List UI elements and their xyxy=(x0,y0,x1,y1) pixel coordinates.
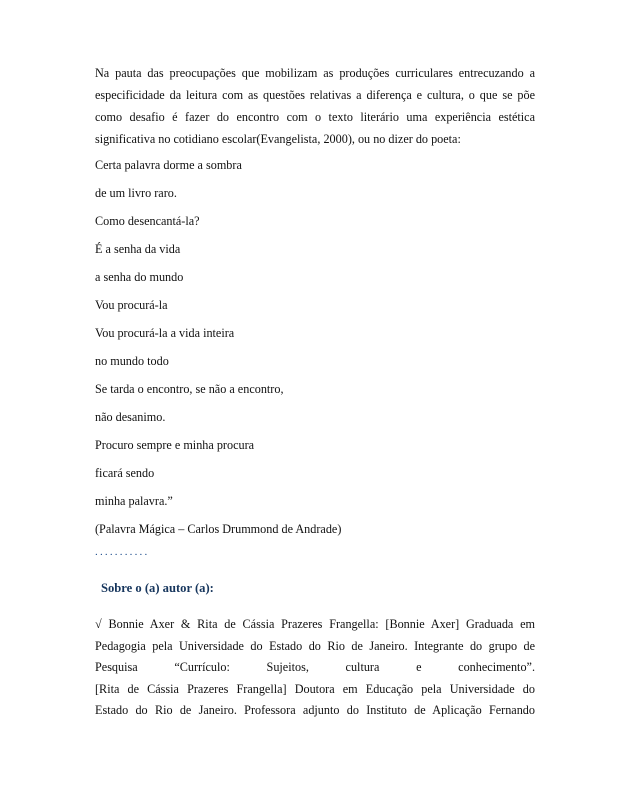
author-bio-line: √ Bonnie Axer & Rita de Cássia Prazeres Frangella: [Bonnie Axer] Graduada em xyxy=(95,617,535,631)
poem-line: Procuro sempre e minha procura xyxy=(95,438,255,452)
poem-line: Vou procurá-la a vida inteira xyxy=(95,326,235,340)
poem-line: minha palavra.” xyxy=(95,494,173,508)
author-bio-line: Pesquisa “Currículo: Sujeitos, cultura e conhecimento”. xyxy=(95,660,535,674)
author-bio-line: Estado do Rio de Janeiro. Professora adjunto do Instituto de Aplicação Fernando xyxy=(95,703,535,717)
author-bio-line: [Rita de Cássia Prazeres Frangella] Doutora em Educação pela Universidade do xyxy=(95,681,535,696)
poem-line: Se tarda o encontro, se não a encontro, xyxy=(95,382,284,396)
poem-line: no mundo todo xyxy=(95,354,169,368)
poem xyxy=(95,157,535,537)
intro-paragraph: Na pauta das preocupações que mobilizam as produções curriculares entrecuzando a especificidade da leitura com as questões relativas a diferença e cultura, o que se põe como desafio é fazer do encontro com o texto literário uma experiência estética significativa no cotidiano escolar(Evangelista, 2000), ou no dizer do poeta: xyxy=(95,66,535,146)
poem-line: a senha do mundo xyxy=(95,270,184,284)
poem-line: não desanimo. xyxy=(95,410,166,424)
poem-line: Vou procurá-la xyxy=(95,298,168,312)
poem-line: de um livro raro. xyxy=(95,186,177,200)
author-section-title: Sobre o (a) autor (a): xyxy=(101,581,214,595)
poem-citation: (Palavra Mágica – Carlos Drummond de Andrade) xyxy=(95,522,342,536)
author-bio-line: Pedagogia pela Universidade do Estado do Rio de Janeiro. Integrante do grupo de xyxy=(95,638,535,653)
poem-line: ficará sendo xyxy=(95,466,155,480)
poem-line: Como desencantá-la? xyxy=(95,214,200,228)
poem-line: Certa palavra dorme a sombra xyxy=(95,158,242,172)
author-bio xyxy=(95,614,535,722)
document-page xyxy=(95,62,535,722)
poem-line: É a senha da vida xyxy=(95,242,181,256)
separator-dots: ........... xyxy=(95,546,150,558)
